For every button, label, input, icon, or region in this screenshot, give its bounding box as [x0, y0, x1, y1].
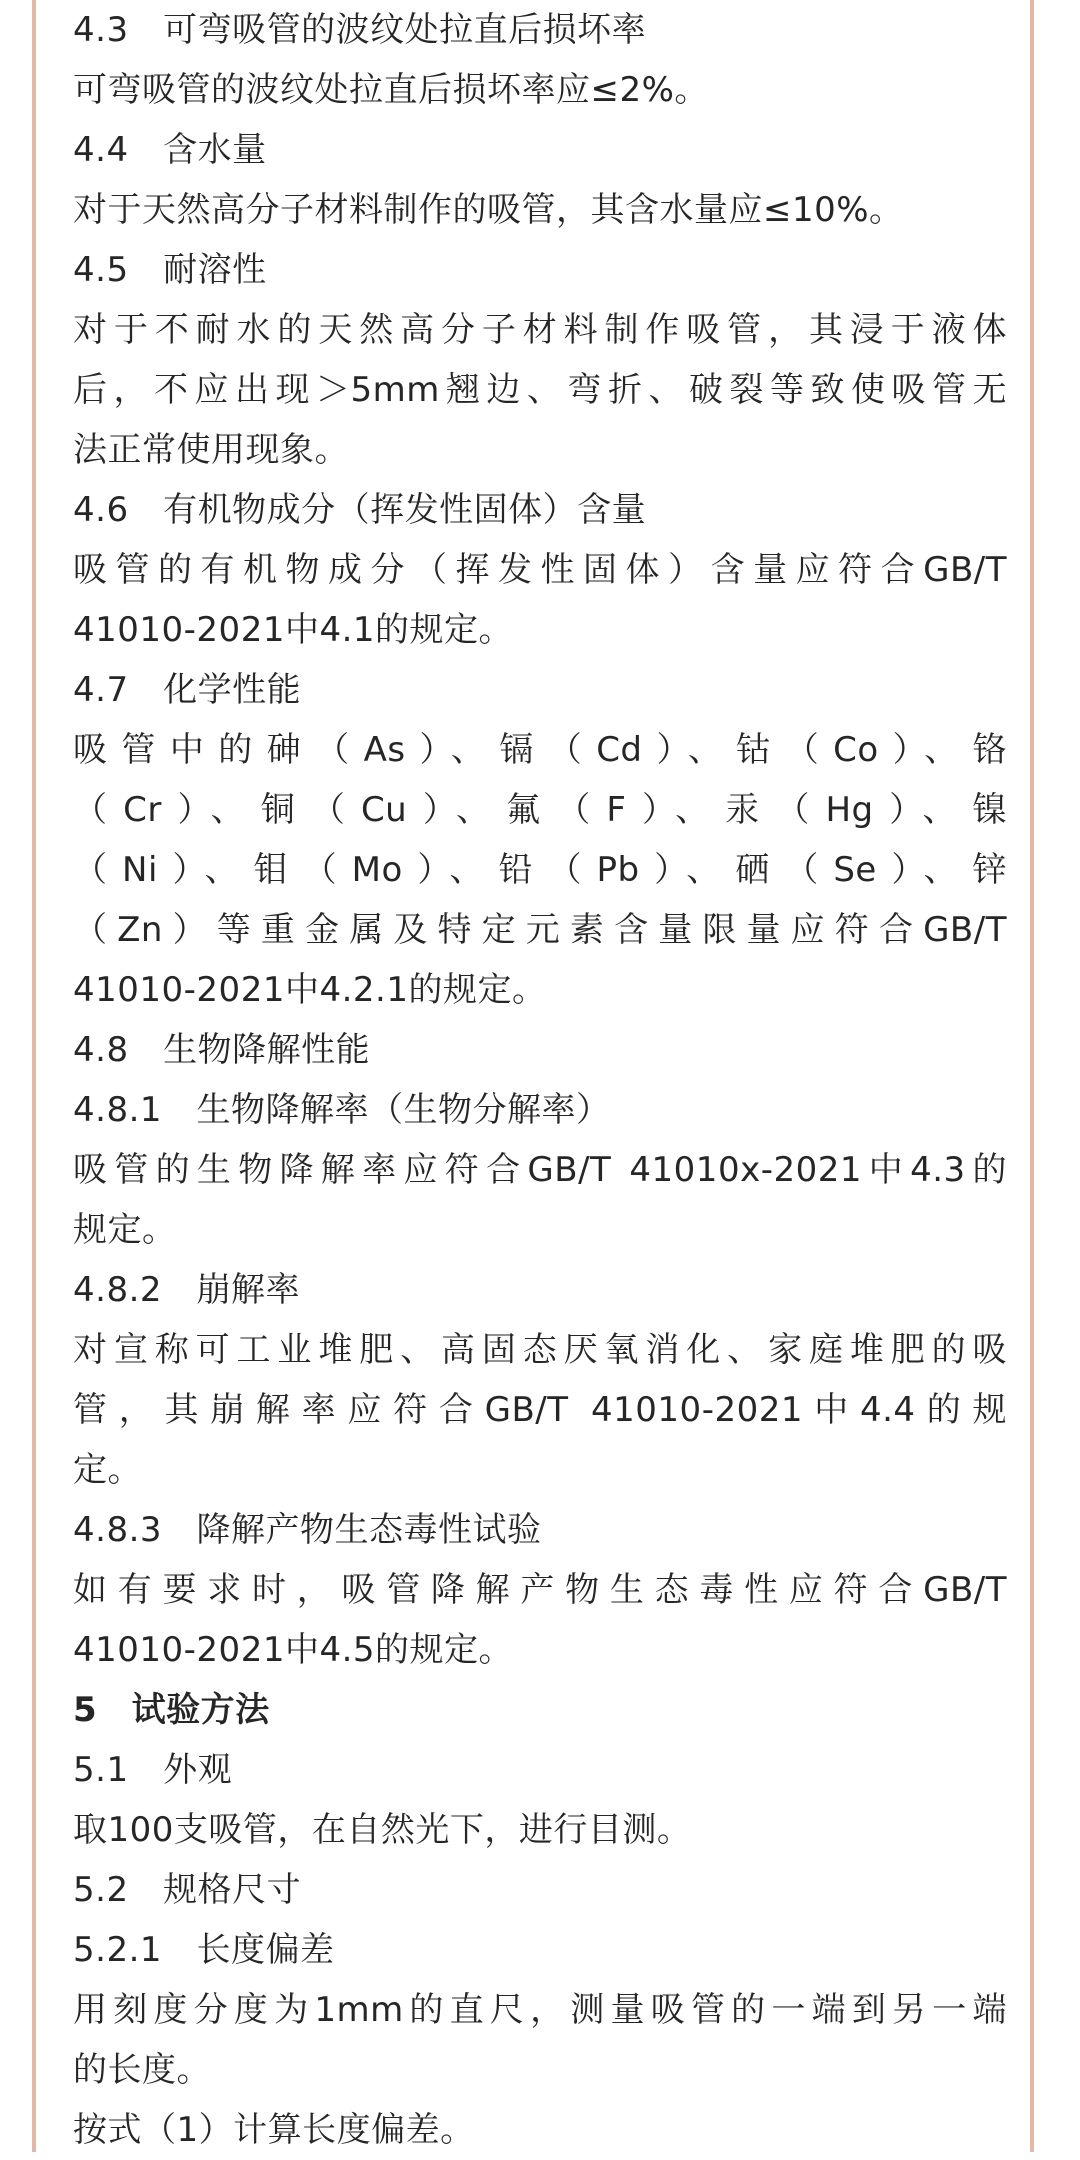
paragraph-line: 定。 [73, 1450, 142, 1490]
paragraph-line: （Cr）、铜（Cu）、氟（F）、汞（Hg）、镍 [73, 790, 1007, 830]
chapter-heading-5: 5 试验方法 [73, 1690, 270, 1730]
paragraph-line: （Ni）、钼（Mo）、铅（Pb）、硒（Se）、锌 [73, 850, 1007, 890]
paragraph-line: 吸管的生物降解率应符合GB/T 41010x-2021中4.3的 [73, 1150, 1007, 1190]
paragraph-line: 的长度。 [73, 2050, 211, 2090]
paragraph-line: 对于不耐水的天然高分子材料制作吸管，其浸于液体 [73, 310, 1007, 350]
paragraph-line: 如有要求时，吸管降解产物生态毒性应符合GB/T [73, 1570, 1007, 1610]
section-heading-4-5: 4.5 耐溶性 [73, 250, 267, 290]
paragraph-line: 规定。 [73, 1210, 177, 1250]
section-heading-4-6: 4.6 有机物成分（挥发性固体）含量 [73, 490, 647, 530]
paragraph-line: （Zn）等重金属及特定元素含量限量应符合GB/T [73, 910, 1007, 950]
paragraph-line: 41010-2021中4.5的规定。 [73, 1630, 514, 1670]
paragraph-line: 吸管中的砷（As）、镉（Cd）、钴（Co）、铬 [73, 730, 1007, 770]
section-heading-4-3: 4.3 可弯吸管的波纹处拉直后损坏率 [73, 10, 647, 50]
paragraph-line: 后，不应出现＞5mm翘边、弯折、破裂等致使吸管无 [73, 370, 1007, 410]
paragraph-line: 可弯吸管的波纹处拉直后损坏率应≤2%。 [73, 70, 709, 110]
paragraph-line: 取100支吸管，在自然光下，进行目测。 [73, 1810, 692, 1850]
paragraph-line: 41010-2021中4.2.1的规定。 [73, 970, 547, 1010]
right-border [1030, 0, 1034, 2152]
paragraph-line: 对宣称可工业堆肥、高固态厌氧消化、家庭堆肥的吸 [73, 1330, 1007, 1370]
paragraph-line: 按式（1）计算长度偏差。 [73, 2110, 475, 2150]
section-heading-4-7: 4.7 化学性能 [73, 670, 302, 710]
section-heading-4-8-1: 4.8.1 生物降解率（生物分解率） [73, 1090, 611, 1130]
paragraph-line: 管，其崩解率应符合GB/T 41010-2021中4.4的规 [73, 1390, 1007, 1430]
paragraph-line: 法正常使用现象。 [73, 430, 349, 470]
paragraph-line: 对于天然高分子材料制作的吸管，其含水量应≤10%。 [73, 190, 904, 230]
left-border [32, 0, 36, 2152]
document-body [73, 0, 1007, 2160]
paragraph-line: 吸管的有机物成分（挥发性固体）含量应符合GB/T [73, 550, 1007, 590]
paragraph-line: 41010-2021中4.1的规定。 [73, 610, 514, 650]
section-heading-4-8-2: 4.8.2 崩解率 [73, 1270, 301, 1310]
paragraph-line: 用刻度分度为1mm的直尺，测量吸管的一端到另一端 [73, 1990, 1007, 2030]
section-heading-4-8-3: 4.8.3 降解产物生态毒性试验 [73, 1510, 542, 1550]
section-heading-5-1: 5.1 外观 [73, 1750, 233, 1790]
section-heading-4-4: 4.4 含水量 [73, 130, 267, 170]
section-heading-4-8: 4.8 生物降解性能 [73, 1030, 371, 1070]
section-heading-5-2-1: 5.2.1 长度偏差 [73, 1930, 335, 1970]
section-heading-5-2: 5.2 规格尺寸 [73, 1870, 302, 1910]
